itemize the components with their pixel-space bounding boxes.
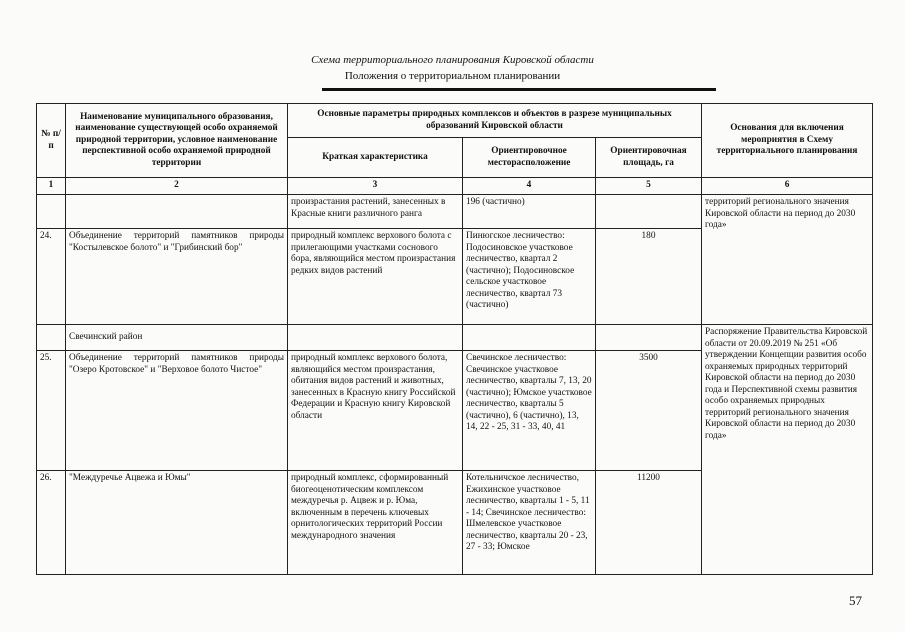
- header-loc: Ориентировочное месторасположение: [463, 138, 596, 178]
- table-row: [37, 195, 873, 229]
- col-number: 3: [288, 178, 463, 195]
- cell-location: Пинюгское лесничество: Подосиновское участковое лесничество, квартал 2 (частично); Подосиновское сельское участковое лесничество, квартал 73 (частично): [463, 229, 596, 325]
- header-num: № п/п: [37, 104, 66, 178]
- col-number: 4: [463, 178, 596, 195]
- header-area: Ориентировочная площадь, га: [596, 138, 702, 178]
- cell-area: 3500: [596, 351, 702, 471]
- cell-characteristic: природный комплекс верхового болота с прилегающими участками соснового бора, являющийся местом произрастания редких видов растений: [288, 229, 463, 325]
- cell-area: 180: [596, 229, 702, 325]
- page-number: 57: [849, 593, 862, 608]
- header-name: Наименование муниципального образования, наименование существующей особо охраняемой природной территории, условное наименование перспективной особо охраняемой природной территории: [66, 104, 288, 178]
- cell-area: 11200: [596, 471, 702, 575]
- col-number: 6: [702, 178, 873, 195]
- header-basis: Основания для включения мероприятия в Схему территориального планирования: [702, 104, 873, 178]
- cell-location: 196 (частично): [463, 195, 596, 229]
- district-name: Свечинский район: [66, 325, 288, 351]
- header-params: Основные параметры природных комплексов и объектов в разрезе муниципальных образований Кировской области: [288, 104, 702, 138]
- col-number: 5: [596, 178, 702, 195]
- cell-basis: территорий регионального значения Кировской области на период до 2030 года»: [702, 195, 873, 325]
- cell-location: Котельничское лесничество, Ежихинское участковое лесничество, кварталы 1 - 5, 11 - 14; Свечинское лесничество: Шмелевское участковое лесничество, кварталы 20 - 23, 27 - 33; Юмское: [463, 471, 596, 575]
- cell-name: "Междуречье Ацвежа и Юмы": [66, 471, 288, 575]
- header-char: Краткая характеристика: [288, 138, 463, 178]
- cell-characteristic: произрастания растений, занесенных в Красные книги различного ранга: [288, 195, 463, 229]
- header-rule: [322, 88, 716, 91]
- cell-characteristic: природный комплекс, сформированный биогеоценотическим комплексом междуречья р. Ацвеж и р. Юма, включенным в перечень ключевых орнитологических территорий России международного значения: [288, 471, 463, 575]
- cell-num: 25.: [37, 351, 66, 471]
- cell-location: Свечинское лесничество: Свечинское участковое лесничество, кварталы 7, 13, 20 (частично); Юмское участковое лесничество, кварталы 5 (частично), 6 (частично), 13, 14, 22 - 25, 31 - 33, 40, 41: [463, 351, 596, 471]
- cell-num: 24.: [37, 229, 66, 325]
- cell-name: Объединение территорий памятников природы "Озеро Кротовское" и "Верховое болото Чистое": [66, 351, 288, 471]
- col-number: 1: [37, 178, 66, 195]
- cell-characteristic: природный комплекс верхового болота, являющийся местом произрастания, обитания видов растений и животных, занесенных в Красную книгу Российской Федерации и Красную книгу Кировской области: [288, 351, 463, 471]
- table-row: [37, 325, 873, 351]
- col-number: 2: [66, 178, 288, 195]
- cell-name: Объединение территорий памятников природы "Костылевское болото" и "Грибинский бор": [66, 229, 288, 325]
- document-title: Схема территориального планирования Кировской области: [311, 54, 594, 66]
- document-subtitle: Положения о территориальном планировании: [344, 70, 561, 82]
- planning-table: [36, 103, 873, 575]
- column-number-row: [37, 178, 873, 195]
- cell-num: 26.: [37, 471, 66, 575]
- cell-basis: Распоряжение Правительства Кировской области от 20.09.2019 № 251 «Об утверждении Концепции развития особо охраняемых природных территорий Кировской области на период до 2030 года и Перспективной схемы развития особо охраняемых природных территорий регионального значения Кировской области на период до 2030 года»: [702, 325, 873, 575]
